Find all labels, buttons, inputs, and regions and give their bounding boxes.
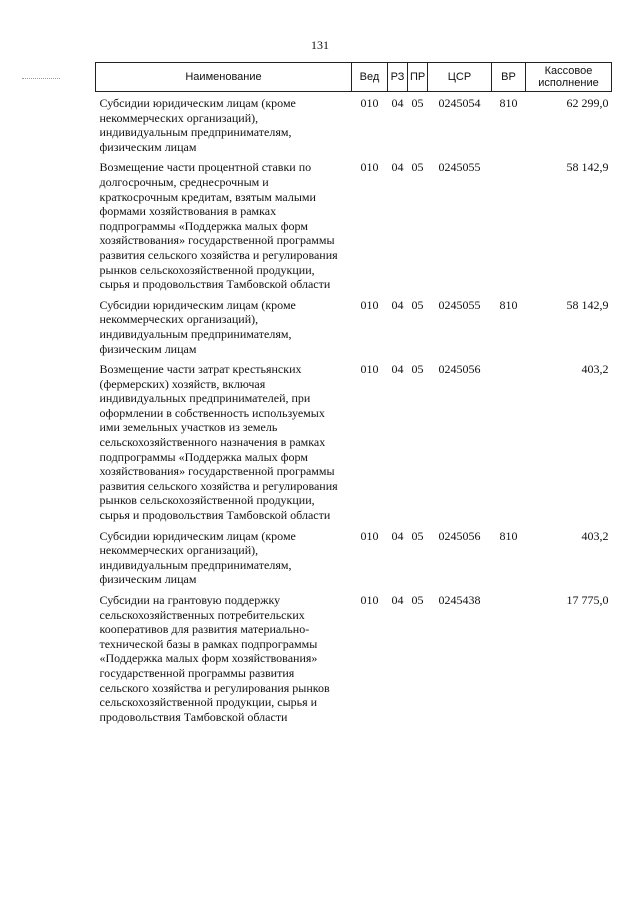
row-pr: 05: [411, 297, 424, 312]
table-row: [96, 525, 612, 589]
row-amount: 62 299,0: [566, 96, 609, 110]
row-rz: 04: [391, 96, 404, 110]
row-name: Возмещение части затрат крестьянских (фермерских) хозяйств, включая индивидуальных предпринимателей, при оформлении в собственность используемых ими земельных участков из земель сельскохозяйственного назначения в рамках подпрограммы «Поддержка малых форм хозяйствования» государственной программы развития сельского хозяйства и регулирования рынков сельскохозяйственной продукции, сырья и продовольствия Тамбовской области: [99, 362, 338, 523]
row-vr: [492, 156, 526, 293]
row-rz: 04: [391, 160, 404, 175]
row-csr: 0245056: [438, 362, 481, 377]
row-pr: 05: [411, 528, 424, 543]
row-vr: 810: [499, 96, 518, 110]
row-amount: 403,2: [581, 528, 609, 543]
row-pr: 05: [411, 593, 424, 607]
row-name: Субсидии на грантовую поддержку сельскохозяйственных потребительских кооперативов для развития материально-технической базы в рамках подпрограммы «Поддержка малых форм хозяйствования» государственной программы развития сельского хозяйства и регулирования рынков сельскохозяйственной продукции, сырья и продовольствия Тамбовской области: [99, 593, 330, 724]
row-amount: 58 142,9: [566, 297, 609, 312]
row-pr: 05: [411, 160, 424, 175]
row-rz: 04: [391, 593, 404, 607]
row-ved: 010: [360, 362, 379, 377]
row-amount: 17 775,0: [566, 593, 609, 607]
page-number: 131: [311, 38, 329, 52]
table-row: [96, 589, 612, 726]
row-pr: 05: [411, 96, 424, 110]
row-csr: 0245055: [438, 160, 481, 175]
header-csr: ЦСР: [428, 63, 492, 92]
row-ved: 010: [360, 96, 379, 110]
header-amount: Кассовое исполнение: [526, 63, 612, 92]
table-row: [96, 156, 612, 293]
row-name: Возмещение части процентной ставки по долгосрочным, среднесрочным и краткосрочным кредитам, взятым малыми формами хозяйствования в рамках подпрограммы «Поддержка малых форм хозяйствования» государственной программы развития сельского хозяйства и регулирования рынков сельскохозяйственной продукции, сырья и продовольствия Тамбовской области: [99, 160, 338, 292]
table-row: [96, 358, 612, 525]
row-amount: 403,2: [581, 362, 609, 377]
table-row: [96, 294, 612, 358]
table-row: [96, 92, 612, 157]
row-csr: 0245054: [438, 96, 481, 110]
scan-artifact: [22, 78, 60, 80]
header-ved: Вед: [352, 63, 388, 92]
row-csr: 0245055: [438, 297, 481, 312]
row-name: Субсидии юридическим лицам (кроме некоммерческих организаций), индивидуальным предпринимателям, физическим лицам: [99, 528, 296, 587]
row-ved: 010: [360, 160, 379, 175]
budget-table: [95, 62, 612, 726]
row-rz: 04: [391, 362, 404, 377]
table-header-row: [96, 63, 612, 92]
row-rz: 04: [391, 297, 404, 312]
row-name: Субсидии юридическим лицам (кроме некоммерческих организаций), индивидуальным предпринимателям, физическим лицам: [99, 96, 296, 154]
row-name: Субсидии юридическим лицам (кроме некоммерческих организаций), индивидуальным предпринимателям, физическим лицам: [99, 297, 296, 356]
row-pr: 05: [411, 362, 424, 377]
row-vr: 810: [499, 297, 518, 312]
row-vr: 810: [499, 528, 518, 543]
row-csr: 0245056: [438, 528, 481, 543]
row-vr: [492, 358, 526, 525]
row-rz: 04: [391, 528, 404, 543]
row-ved: 010: [360, 528, 379, 543]
row-csr: 0245438: [438, 593, 481, 607]
row-amount: 58 142,9: [566, 160, 609, 175]
row-ved: 010: [360, 593, 379, 607]
row-ved: 010: [360, 297, 379, 312]
header-vr: ВР: [492, 63, 526, 92]
header-name: Наименование: [96, 63, 352, 92]
row-vr: [492, 589, 526, 726]
header-pr: ПР: [408, 63, 428, 92]
header-rz: РЗ: [388, 63, 408, 92]
